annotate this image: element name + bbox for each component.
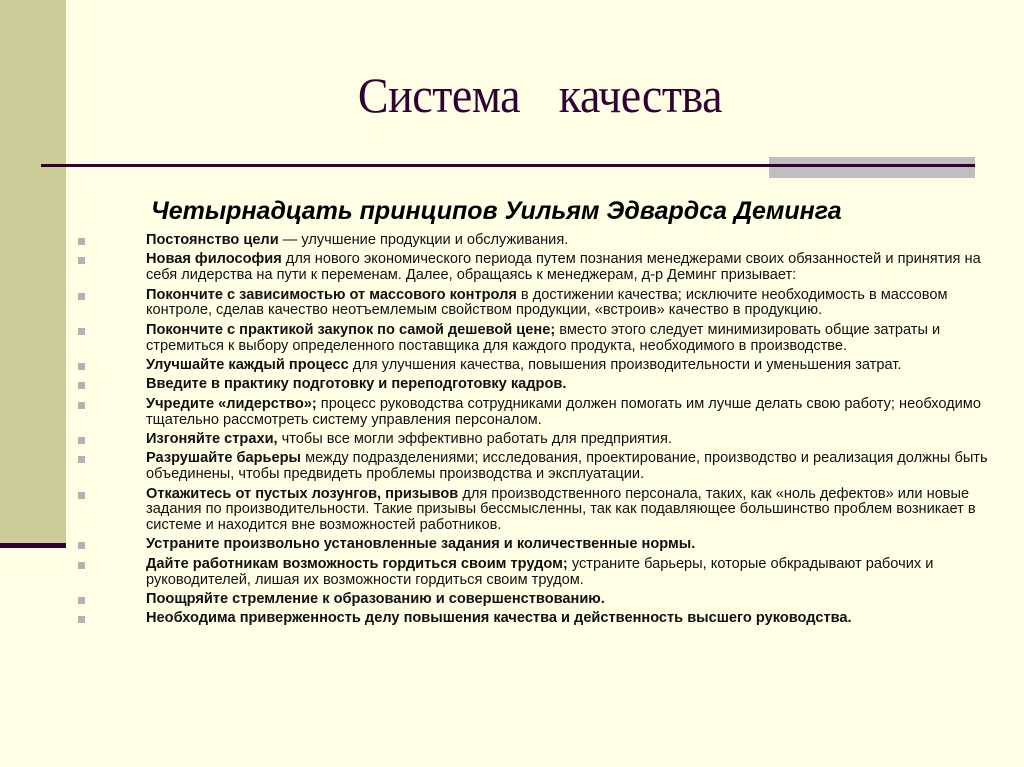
- item-text: устраните барьеры, которые обкрадывают рабочих и руководителей, лишая их возможности гордиться своим трудом.: [146, 555, 934, 588]
- square-bullet-icon: [78, 437, 85, 444]
- list-item: [78, 451, 998, 483]
- square-bullet-icon: [78, 616, 85, 623]
- item-text: — улучшение продукции и обслуживания.: [278, 232, 569, 248]
- square-bullet-icon: [78, 257, 85, 264]
- item-lead: Покончите с зависимостью от массового контроля: [146, 286, 517, 303]
- list-item: [78, 397, 998, 429]
- title-divider-rule: [41, 164, 975, 167]
- item-lead: Покончите с практикой закупок по самой дешевой цене;: [146, 321, 556, 338]
- item-lead: Устраните произвольно установленные задания и количественные нормы.: [146, 536, 696, 553]
- slide-title: Система качества: [357, 67, 723, 123]
- square-bullet-icon: [78, 492, 85, 499]
- list-item: [78, 432, 998, 448]
- square-bullet-icon: [78, 328, 85, 335]
- list-item: [78, 252, 998, 284]
- item-lead: Необходима приверженность делу повышения качества и действенность высшего руководства.: [146, 610, 852, 627]
- item-lead: Дайте работникам возможность гордиться своим трудом;: [146, 555, 568, 572]
- item-text: в достижении качества; исключите необходимость в массовом контроле, сделав качество неотъемлемым свойством продукции, «встроив» качество в продукцию.: [146, 286, 948, 319]
- list-item: [78, 537, 998, 553]
- item-text: для нового экономического периода путем познания менеджерами своих обязанностей и принятия на себя лидерства на пути к переменам. Далее, обращаясь к менеджерам, д-р Деминг призывает:: [146, 251, 981, 284]
- side-strip-accent-bar: [0, 543, 66, 548]
- item-lead: Разрушайте барьеры: [146, 450, 302, 467]
- principles-list: [78, 233, 998, 631]
- list-item: [78, 288, 998, 320]
- title-rule-gray-block: [769, 157, 975, 178]
- slide-subtitle: Четырнадцать принципов Уильям Эдвардса Деминга: [151, 197, 842, 225]
- list-item: [78, 557, 998, 589]
- item-lead: Новая философия: [146, 251, 282, 268]
- list-item: [78, 323, 998, 355]
- square-bullet-icon: [78, 456, 85, 463]
- list-item: [78, 377, 998, 393]
- square-bullet-icon: [78, 363, 85, 370]
- item-lead: Изгоняйте страхи,: [146, 430, 278, 447]
- item-lead: Введите в практику подготовку и переподготовку кадров.: [146, 376, 567, 393]
- item-lead: Откажитесь от пустых лозунгов, призывов: [146, 485, 459, 502]
- item-text: для производственного персонала, таких, как «ноль дефектов» или новые задания по производительности. Такие призывы бессмысленны, так как подавляющее большинство проблем возникает в системе и находится вне возможностей работников.: [146, 485, 976, 534]
- square-bullet-icon: [78, 597, 85, 604]
- list-item: [78, 611, 998, 627]
- square-bullet-icon: [78, 238, 85, 245]
- square-bullet-icon: [78, 542, 85, 549]
- item-text: процесс руководства сотрудниками должен помогать им лучше делать свою работу; необходимо тщательно рассмотреть систему управления персоналом.: [146, 395, 981, 428]
- item-text: для улучшения качества, повышения производительности и уменьшения затрат.: [348, 356, 902, 373]
- item-lead: Поощряйте стремление к образованию и совершенствованию.: [146, 591, 605, 608]
- item-lead: Улучшайте каждый процесс: [146, 356, 349, 373]
- list-item: [78, 358, 998, 374]
- square-bullet-icon: [78, 562, 85, 569]
- item-lead: Постоянство цели: [146, 232, 279, 248]
- list-item: [78, 233, 998, 249]
- item-text: чтобы все могли эффективно работать для предприятия.: [277, 430, 672, 447]
- list-item: [78, 592, 998, 608]
- item-text: между подразделениями; исследования, проектирование, производство и реализация должны быть объединены, чтобы предвидеть проблемы производства и эксплуатации.: [146, 450, 988, 483]
- square-bullet-icon: [78, 382, 85, 389]
- square-bullet-icon: [78, 402, 85, 409]
- list-item: [78, 487, 998, 534]
- square-bullet-icon: [78, 293, 85, 300]
- item-text: вместо этого следует минимизировать общие затраты и стремиться к выбору определенного поставщика для каждого продукта, необходимого в производстве.: [146, 321, 941, 354]
- item-lead: Учредите «лидерство»;: [146, 395, 317, 412]
